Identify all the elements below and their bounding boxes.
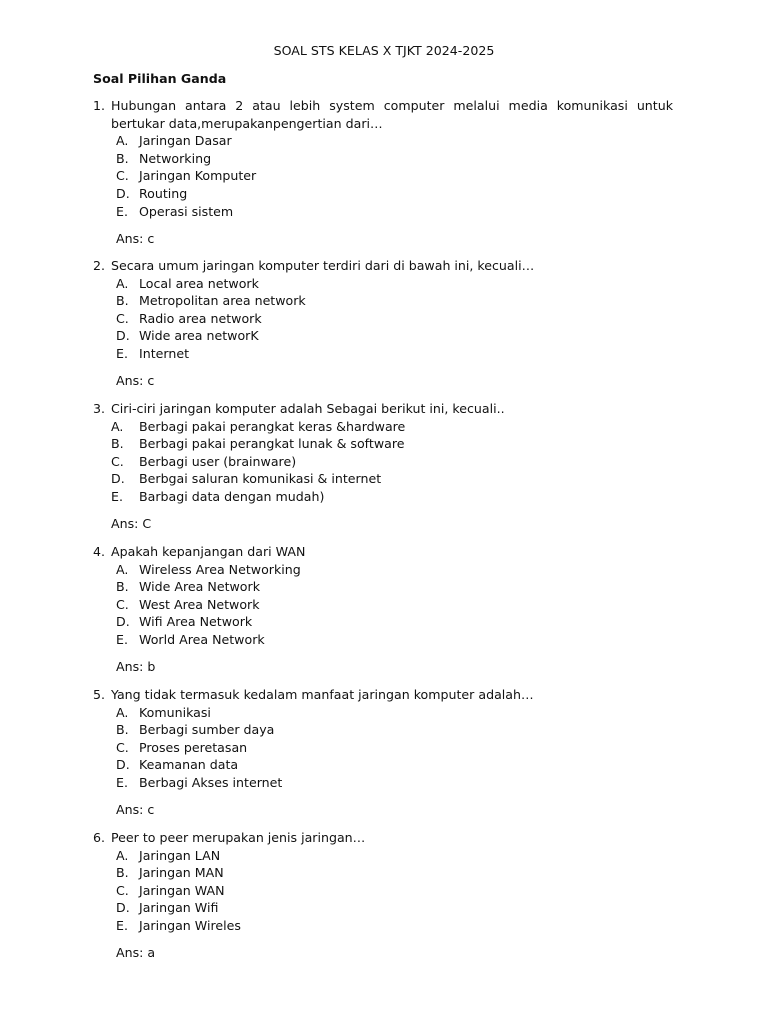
option-b [93,150,673,168]
option-text: Jaringan Komputer [139,168,257,184]
option-letter: A. [116,275,129,291]
option-c [93,596,673,614]
option-text: Networking [139,150,212,166]
question-text: Yang tidak termasuk kedalam manfaat jaringan komputer adalah… [111,687,534,702]
answer-line: Ans: C [111,516,152,532]
option-text: Wide area networK [139,328,259,344]
option-e [93,203,673,221]
option-text: Berbagi pakai perangkat lunak & software [139,436,405,452]
question-stem [93,97,673,132]
option-letter: B. [116,150,129,166]
option-text: West Area Network [139,596,260,612]
option-d [93,185,673,203]
option-letter: A. [116,561,129,577]
option-letter: D. [116,328,130,344]
option-text: Jaringan Dasar [139,133,232,149]
question-number: 4. [93,544,106,559]
option-text: Keamanan data [139,757,239,773]
option-text: Metropolitan area network [139,293,306,309]
question-number: 1. [93,98,106,113]
question-stem [93,400,673,418]
question-text: Apakah kepanjangan dari WAN [111,544,306,559]
option-d [93,613,673,631]
option-list [93,418,673,506]
option-letter: B. [116,579,129,595]
option-e [93,631,673,649]
question-text: Peer to peer merupakan jenis jaringan… [111,830,366,845]
option-c [93,453,673,471]
option-list [93,704,673,792]
question-text: Secara umum jaringan komputer terdiri dari di bawah ini, kecuali… [111,258,535,273]
option-text: Operasi sistem [139,203,234,219]
option-text: Jaringan LAN [139,847,221,863]
option-text: Radio area network [139,310,262,326]
option-text: Routing [139,185,188,201]
option-text: Internet [139,345,190,361]
option-letter: B. [111,436,124,452]
question-4 [93,543,673,676]
option-letter: E. [116,345,128,361]
option-d [93,470,673,488]
option-letter: C. [116,596,129,612]
option-letter: D. [111,471,125,487]
option-letter: C. [116,310,129,326]
option-list [93,275,673,363]
answer-line: Ans: c [116,230,155,246]
option-list [93,132,673,220]
option-letter: E. [116,203,128,219]
option-text: Local area network [139,275,259,291]
option-c [93,310,673,328]
option-letter: C. [111,453,124,469]
question-stem [93,543,673,561]
option-letter: C. [116,739,129,755]
question-stem [93,686,673,704]
option-a [93,132,673,150]
question-text: Hubungan antara 2 atau lebih system computer melalui media komunikasi untuk bertukar data,merupakanpengertian dari… [111,98,673,131]
option-letter: A. [116,133,129,149]
option-text: Wireless Area Networking [139,561,301,577]
option-b [93,292,673,310]
option-text: Jaringan Wifi [139,900,219,916]
answer-line: Ans: c [116,802,155,818]
option-a [93,561,673,579]
option-text: Berbagi pakai perangkat keras &hardware [139,418,406,434]
option-letter: A. [116,847,129,863]
option-letter: E. [111,488,123,504]
question-text: Ciri-ciri jaringan komputer adalah Sebagai berikut ini, kecuali.. [111,401,505,416]
option-list [93,847,673,935]
option-e [93,917,673,935]
option-text: Jaringan Wireles [139,917,241,933]
answer-line: Ans: b [116,659,156,675]
option-a [93,275,673,293]
option-b [93,864,673,882]
option-letter: C. [116,882,129,898]
option-text: Barbagi data dengan mudah) [139,488,325,504]
option-letter: E. [116,774,128,790]
option-a [93,418,673,436]
option-text: Wifi Area Network [139,614,253,630]
option-a [93,704,673,722]
option-letter: E. [116,631,128,647]
option-letter: D. [116,900,130,916]
option-a [93,847,673,865]
document-title: SOAL STS KELAS X TJKT 2024-2025 [273,43,495,58]
option-letter: C. [116,168,129,184]
answer-line: Ans: c [116,373,155,389]
question-1 [93,97,673,247]
option-letter: A. [116,704,129,720]
question-5 [93,686,673,819]
option-list [93,561,673,649]
option-letter: B. [116,293,129,309]
question-number: 6. [93,830,106,845]
option-e [93,488,673,506]
answer-line: Ans: a [116,945,156,961]
option-text: Jaringan WAN [139,882,225,898]
option-text: Proses peretasan [139,739,248,755]
option-text: Komunikasi [139,704,211,720]
option-b [93,578,673,596]
option-text: Berbagi Akses internet [139,774,283,790]
question-2 [93,257,673,390]
question-stem [93,257,673,275]
option-c [93,882,673,900]
option-text: Wide Area Network [139,579,260,595]
option-text: World Area Network [139,631,265,647]
option-b [93,721,673,739]
section-title: Soal Pilihan Ganda [93,71,227,86]
option-d [93,899,673,917]
question-3 [93,400,673,533]
question-number: 3. [93,401,106,416]
option-letter: D. [116,614,130,630]
option-text: Jaringan MAN [139,865,224,881]
option-letter: B. [116,722,129,738]
question-number: 5. [93,687,106,702]
question-number: 2. [93,258,106,273]
option-e [93,345,673,363]
option-d [93,756,673,774]
option-letter: E. [116,917,128,933]
option-letter: A. [111,418,124,434]
option-text: Berbagi sumber daya [139,722,275,738]
option-letter: D. [116,185,130,201]
question-stem [93,829,673,847]
option-letter: D. [116,757,130,773]
question-6 [93,829,673,962]
option-d [93,327,673,345]
option-text: Berbagi user (brainware) [139,453,297,469]
option-letter: B. [116,865,129,881]
option-e [93,774,673,792]
option-c [93,739,673,757]
option-c [93,167,673,185]
option-b [93,435,673,453]
option-text: Berbgai saluran komunikasi & internet [139,471,382,487]
